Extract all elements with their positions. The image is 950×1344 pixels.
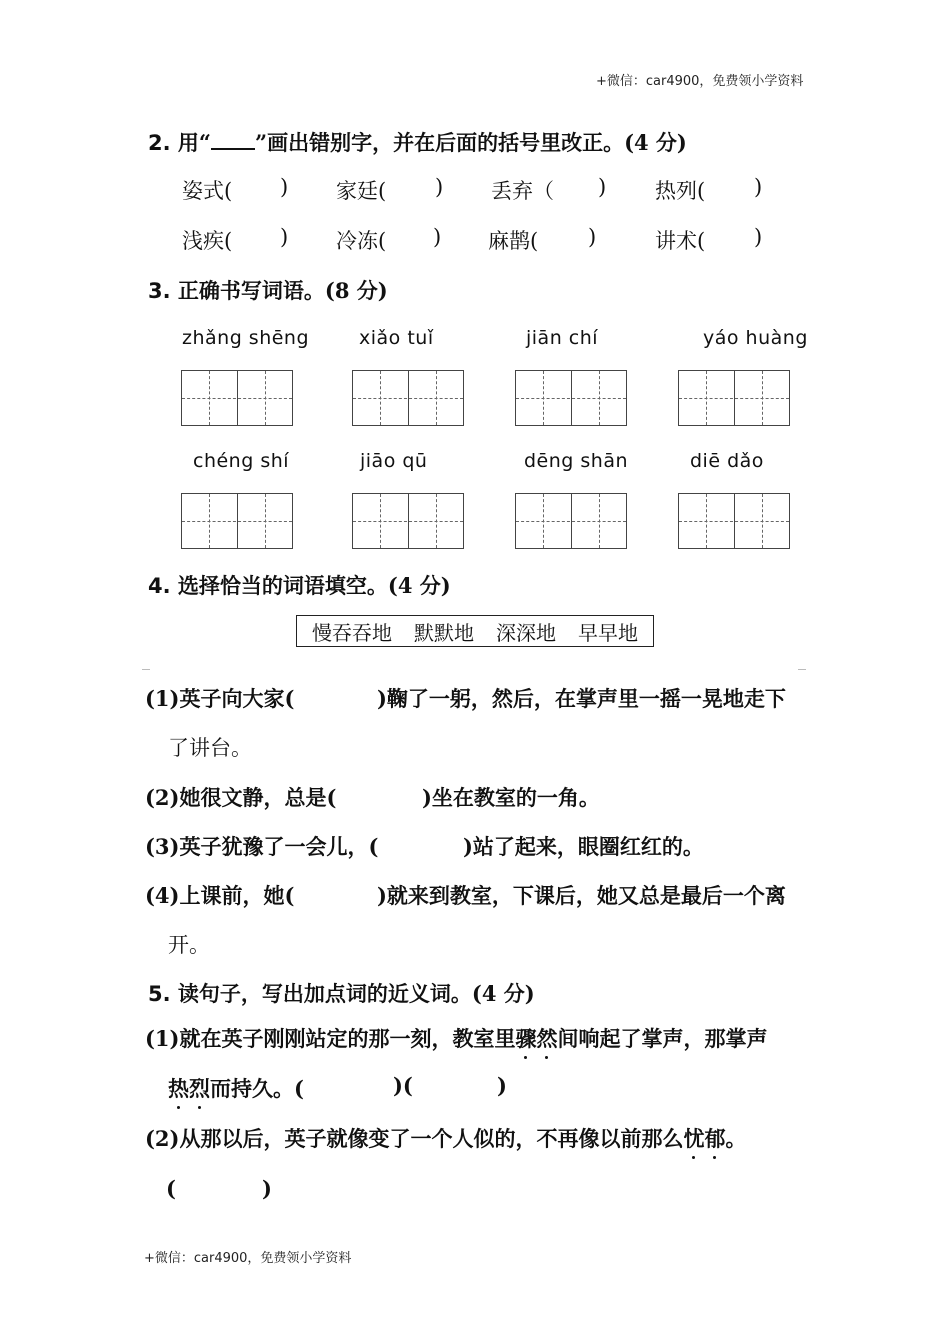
q2-title-post: ”画出错别字，并在后面的括号里改正。(4 分) — [255, 130, 687, 155]
q4-sentence-3b: )站了起来，眼圈红红的。 — [463, 834, 704, 859]
q3-title — [148, 275, 388, 305]
pinyin-2: xiǎo tuǐ — [359, 327, 434, 349]
q4-sentence-1b: )鞠了一躬，然后，在掌声里一摇一晃地走下 — [377, 686, 786, 711]
writing-grid[interactable] — [181, 493, 293, 549]
emphasis-dot-char: 骤 — [515, 1023, 536, 1053]
q2-close-3: ) — [598, 175, 607, 199]
writing-grid[interactable] — [352, 370, 464, 426]
emphasis-dot-char: 郁 — [704, 1123, 725, 1153]
q3-number: 3. — [148, 279, 171, 303]
q2-item-5: 浅疾( — [182, 229, 233, 253]
writing-grid[interactable] — [181, 370, 293, 426]
q2-item-2: 家廷( — [336, 179, 387, 203]
q2-item-1: 姿式( — [182, 179, 233, 203]
q4-sentence-4c: 开。 — [168, 933, 210, 957]
q2-close-4: ) — [754, 175, 763, 199]
q2-item-7: 麻鹊( — [488, 229, 539, 253]
writing-grid[interactable] — [352, 493, 464, 549]
q2-title — [148, 127, 687, 157]
q4-title-text: 选择恰当的词语填空。(4 分) — [177, 573, 451, 598]
emphasis-dot-char: 烈 — [189, 1073, 210, 1103]
q2-close-2: ) — [435, 175, 444, 199]
writing-grid[interactable] — [678, 370, 790, 426]
word-bank-item: 慢吞吞地 — [312, 620, 392, 645]
q5-answer-paren-open: ( — [166, 1176, 176, 1201]
pinyin-8: diē dǎo — [690, 450, 764, 472]
watermark-top: +微信：car4900，免费领小学资料 — [596, 74, 804, 89]
q4-number: 4. — [148, 574, 171, 598]
q2-item-6: 冷冻( — [336, 229, 387, 253]
q4-sentence-2: (2)她很文静，总是( — [145, 785, 337, 810]
word-bank-item: 默默地 — [414, 620, 474, 645]
emphasis-dot-char: 忧 — [683, 1123, 704, 1153]
q4-sentence-4b: )就来到教室，下课后，她又总是最后一个离 — [377, 883, 786, 908]
q5-sentence-1: (1)就在英子刚刚站定的那一刻，教室里骤然间响起了掌声，那掌声 — [145, 1023, 767, 1053]
q5-answer-paren-mid: )( — [393, 1073, 413, 1098]
q2-item-8: 讲术( — [655, 229, 706, 253]
pinyin-7: dēng shān — [524, 450, 629, 472]
word-bank-item: 深深地 — [496, 620, 556, 645]
q4-sentence-1c: 了讲台。 — [168, 736, 252, 760]
emphasis-dot-char: 热 — [168, 1073, 189, 1103]
q2-item-3: 丢弃（ — [491, 179, 554, 203]
q2-close-8: ) — [754, 225, 763, 249]
q2-close-5: ) — [280, 225, 289, 249]
q4-sentence-1: (1)英子向大家( — [145, 686, 295, 711]
q5-sentence-2: (2)从那以后，英子就像变了一个人似的，不再像以前那么忧郁。 — [145, 1123, 746, 1153]
q2-title-pre: 用“ — [177, 130, 211, 155]
pinyin-5: chéng shí — [193, 450, 290, 472]
emphasis-dot-char: 然 — [536, 1023, 557, 1053]
q5-title-text: 读句子，写出加点词的近义词。(4 分) — [177, 981, 535, 1006]
q2-close-1: ) — [280, 175, 289, 199]
q2-close-7: ) — [588, 225, 597, 249]
q5-answer-paren-end: ) — [497, 1073, 507, 1098]
writing-grid[interactable] — [515, 493, 627, 549]
q2-close-6: ) — [433, 225, 442, 249]
q3-title-text: 正确书写词语。(8 分) — [177, 278, 388, 303]
pinyin-6: jiāo qū — [360, 450, 428, 472]
watermark-bottom: +微信：car4900，免费领小学资料 — [144, 1251, 352, 1266]
q5-answer-paren-close: ) — [262, 1176, 272, 1201]
writing-grid[interactable] — [515, 370, 627, 426]
q4-sentence-4: (4)上课前，她( — [145, 883, 295, 908]
pinyin-3: jiān chí — [526, 327, 599, 349]
writing-grid[interactable] — [678, 493, 790, 549]
pinyin-1: zhǎng shēng — [182, 327, 310, 349]
q4-sentence-2b: )坐在教室的一角。 — [422, 785, 600, 810]
word-bank — [296, 615, 654, 647]
q2-item-4: 热列( — [655, 179, 706, 203]
q4-title — [148, 570, 451, 600]
pinyin-4: yáo huàng — [703, 327, 808, 349]
q5-title — [148, 978, 535, 1008]
q5-sentence-1-line2: 热烈而持久。( — [168, 1073, 304, 1103]
q4-sentence-3: (3)英子犹豫了一会儿，( — [145, 834, 379, 859]
word-bank-item: 早早地 — [578, 620, 638, 645]
q2-number: 2. — [148, 131, 171, 155]
q5-number: 5. — [148, 982, 171, 1006]
